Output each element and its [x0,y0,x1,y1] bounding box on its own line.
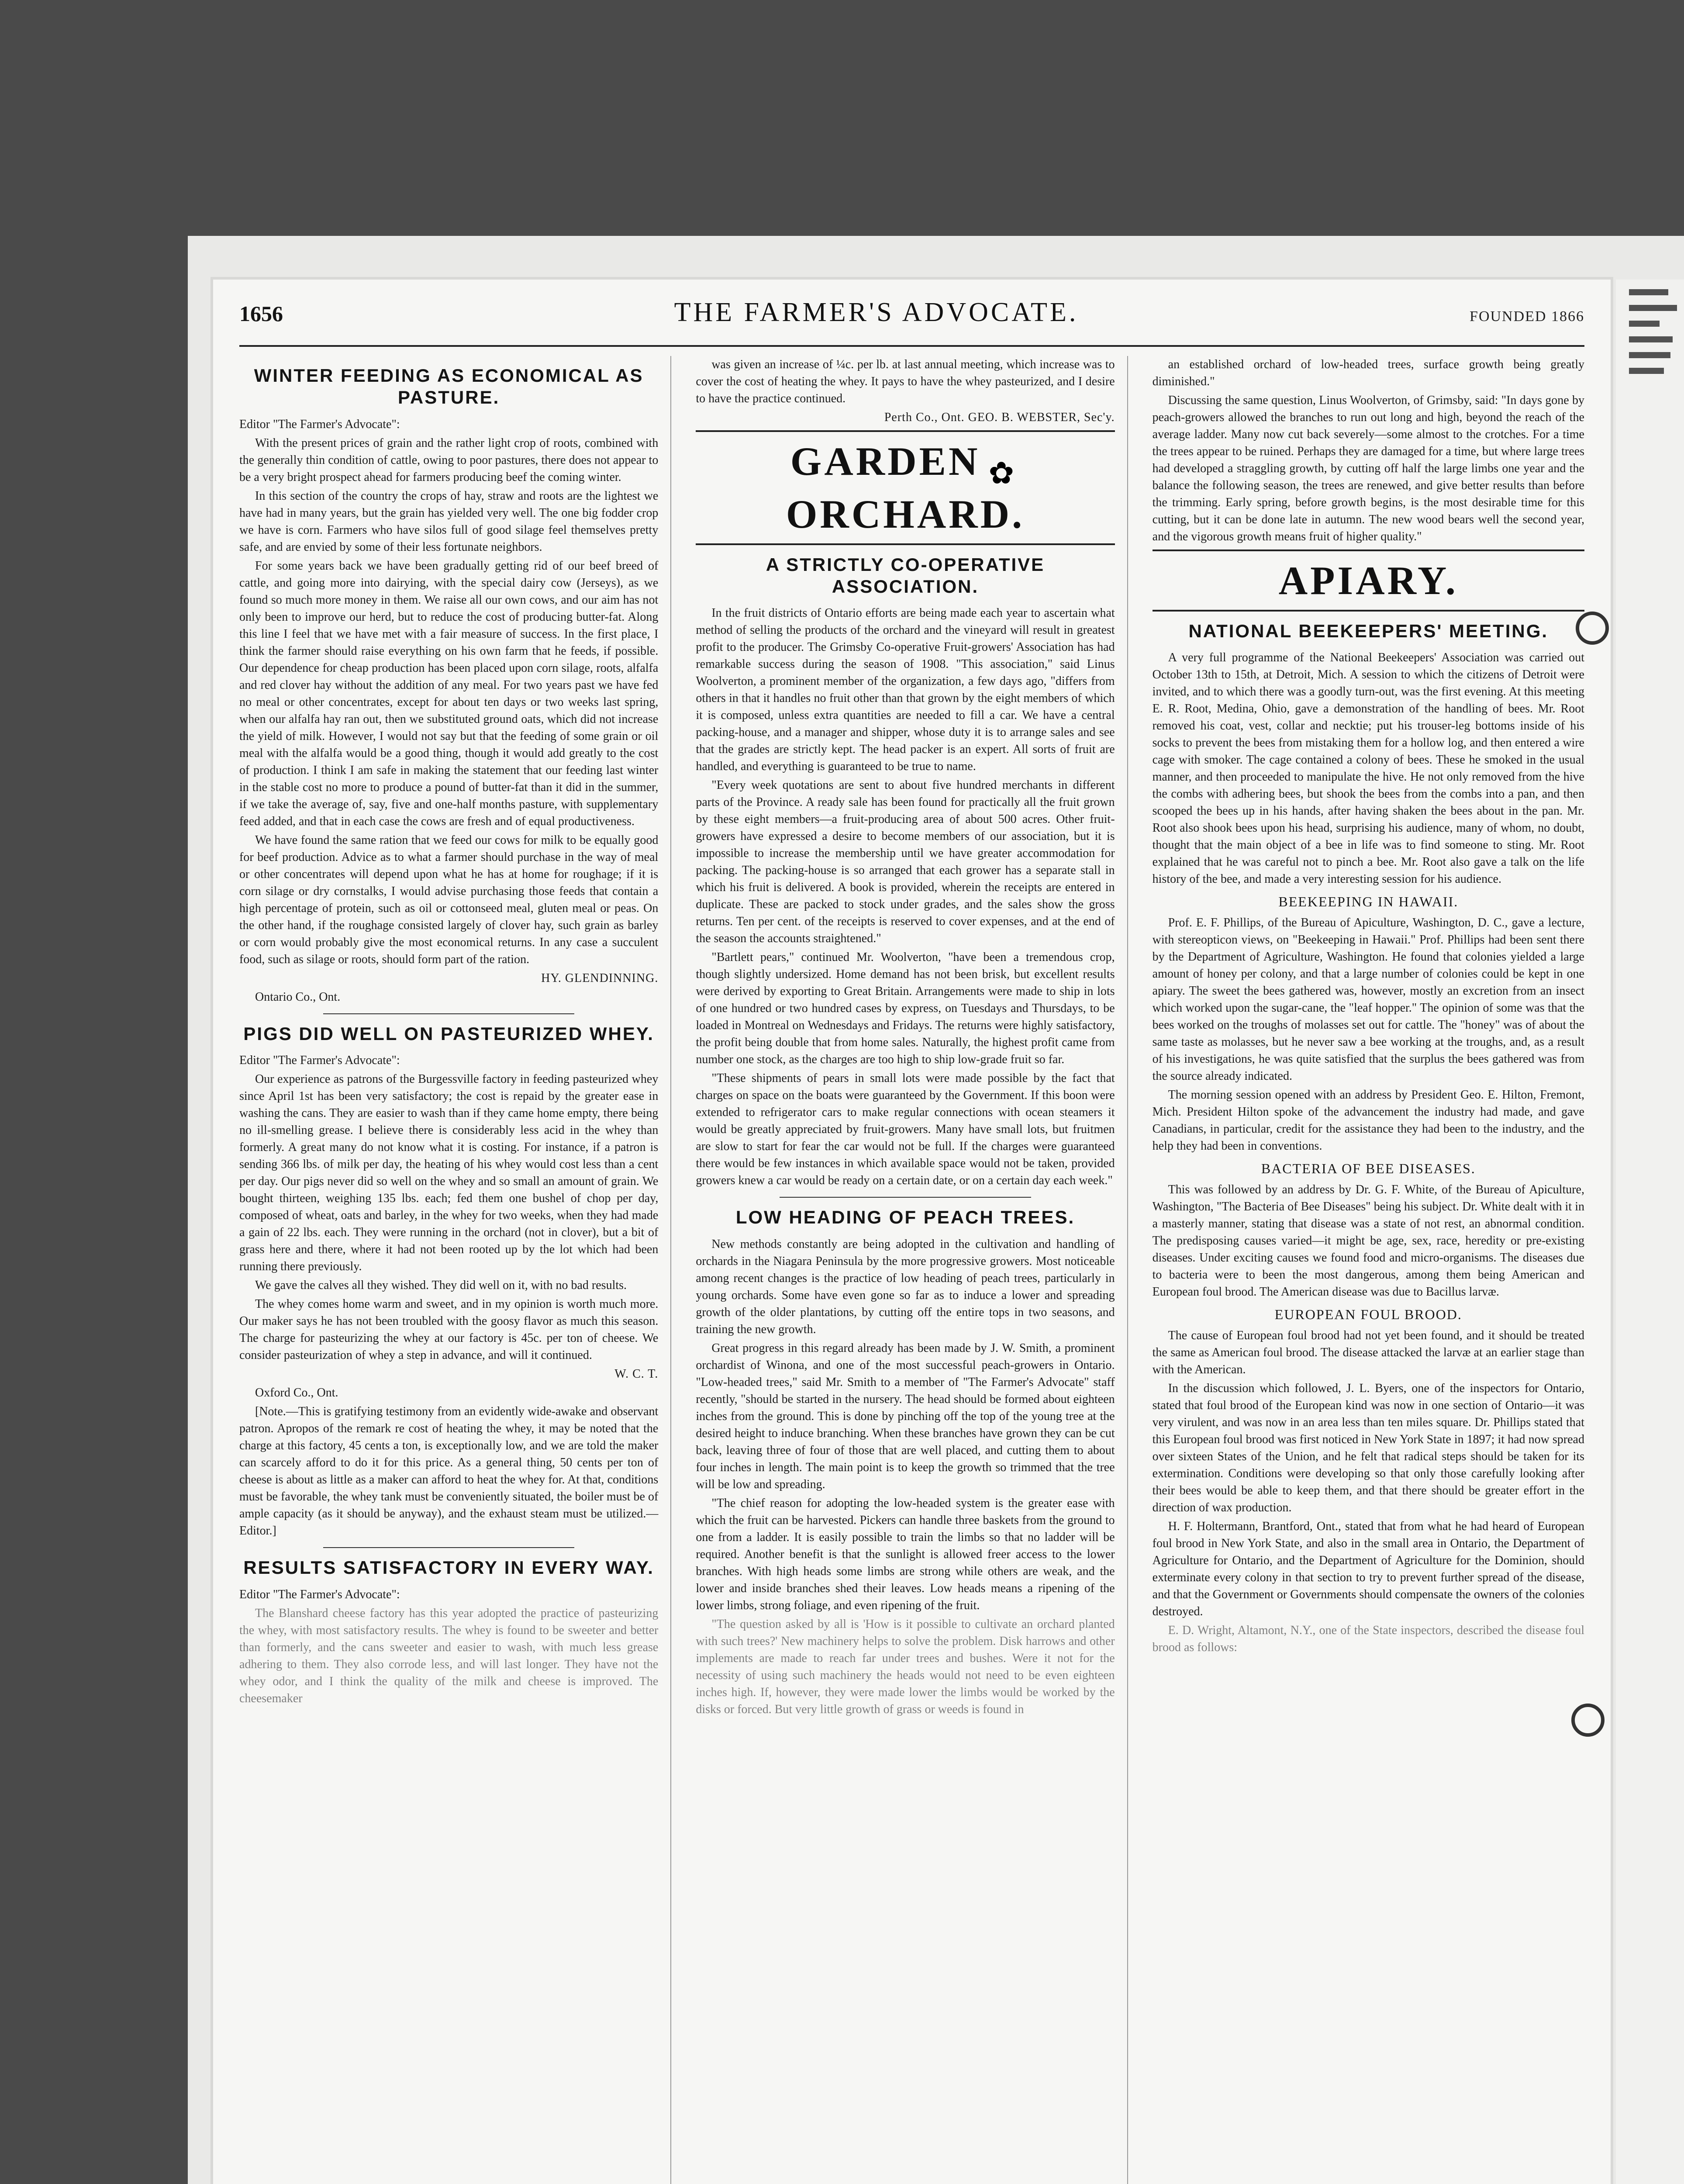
article-paragraph: We have found the same ration that we feed our cows for milk to be equally good for beef production. Advice as to what a farmer should purchase in the way of meal or other concentrates will depend upon what he has at home for roughage; if it is corn silage or dry cornstalks, I would advise purchasing those feeds that contain a high percentage of protein, such as oil or cottonseed meal, gluten meal or peas. On the other hand, if the roughage consisted largely of clover hay, such grain as barley or corn would probably give the most economical returns. In any case a succulent food, such as silage or roots, should form part of the ration. [239,833,659,966]
article-paragraph: The Blanshard cheese factory has this year adopted the practice of pasteurizing the whey, with most satisfactory results. The whey is found to be sweeter and better than formerly, and the cans sweeter and easier to wash, with much less grease adhering to them. They also corrode less, and will last longer. They have not the whey odor, and I think the quality of the milk and cheese is improved. The cheesemaker [239,1606,659,1705]
apiary-title: APIARY. [1278,558,1458,603]
article-paragraph: Prof. E. F. Phillips, of the Bureau of Apiculture, Washington, D. C., gave a lecture, with stereopticon views, on "Beekeeping in Hawaii." Prof. Phillips had been sent there by the Department of Agriculture, Washington. He found that colonies yielded a large amount of honey per colony, and that a large number of colonies could be kept in one apiary. The sweet the bees gathered was, however, mostly an excretion from an insect which worked upon the sugar-cane, the "leaf hopper." The opinion of some was that the bees worked on the troughs of molasses set out for cattle. The "honey" was of about the same taste as molasses, but he never saw a bee working at the troughs, and, as a result of his investigations, he was quite satisfied that the surplus the bees gathered was from the source already indicated. [1152,916,1584,1083]
article-signature: HY. GLENDINNING. [541,971,659,985]
editor-salutation: Editor "The Farmer's Advocate": [239,1054,400,1068]
article-paragraph: In the fruit districts of Ontario efforts are being made each year to ascertain what method of selling the products of the orchard and the vineyard will result in greatest profit to the producer. The Grimsby Co-operative Fruit-growers' Association has had remarkable success during the season of 1908. "This association," said Linus Woolverton, a prominent member of the organization, a few days ago, "differs from others in that it handles no fruit other than that grown by the eight members of which it is composed, unless extra quantities are needed to fill a car. We have a central packing-house, and a manager and shipper, whose duty it is to arrange sales and see that the grades are strictly kept. The head packer is an expert. All sorts of fruit are handled, and everything is guaranteed to be true to name. [696,606,1115,774]
article-title: NATIONAL BEEKEEPERS' MEETING. [1188,621,1549,641]
article-paragraph: H. F. Holtermann, Brantford, Ont., stated that from what he had heard of European foul brood in New York State, and also in the small area in Ontario, the Department of Agriculture for Ontario, and the Department of Agriculture for the Dominion, should exterminate every colony in that section to try to prevent further spread of the disease, and that the Government or Governments should compensate the owners of the colonies destroyed. [1152,1520,1584,1619]
article-paragraph: Great progress in this regard already has been made by J. W. Smith, a prominent orchardist of Winona, and one of the most successful peach-growers in Ontario. "Low-headed trees," said Mr. Smith to a member of "The Farmer's Advocate" staff recently, "should be started in the nursery. The head should be formed about eighteen inches from the ground. This is done by pinching off the top of the young tree at the desired height to induce branching. When these branches have grown they can be cut back, leaving three of four of those that are well placed, and cutting them to about four inches in length. The main point is to keep the growth so trimmed that the tree will be low and spreading. [696,1341,1115,1491]
article-title: RESULTS SATISFACTORY IN EVERY WAY. [243,1557,654,1578]
article-paragraph: "The question asked by all is 'How is it possible to cultivate an orchard planted with such trees?' New machinery helps to solve the problem. Disk harrows and other implements are made to reach far under trees and bushes. Were it not for the necessity of using such machinery the heads would not need to be even eighteen inches high. If, however, they were made lower the limbs would be worked by the disks or forced. But very little growth of grass or weeds is found in [696,1617,1115,1716]
masthead: THE FARMER'S ADVOCATE. [674,297,1079,327]
article-signature: W. C. T. [614,1367,659,1381]
page-number: 1656 [239,301,283,326]
article-paragraph: Our experience as patrons of the Burgessville factory in feeding pasteurized whey since April 1st has been very satisfactory; the cost is repaid by the greater ease in washing the cans. They are easier to wash than if they came home empty, there being no ill-smelling grease. I believe there is considerably less acid in the whey than formerly. A great many do not know what it is costing. For instance, if a patron is sending 366 lbs. of milk per day, the heating of his whey would cost less than a cent per day. Our pigs never did so well on the whey and so small an amount of grain. We bought thirteen, weighing 135 lbs. each; fed them one bushel of chop per day, composed of wheat, oats and barley, in the whey for two weeks, when they had made a gain of 22 lbs. each. They were running in the orchard (not in clover), but a bit of grass here and there, where it had not been rooted up by the lot which had been running there previously. [239,1072,659,1274]
article-divider [323,1013,575,1014]
editor-salutation: Editor "The Farmer's Advocate": [239,417,400,431]
article-paragraph: With the present prices of grain and the rather light crop of roots, combined with the generally thin condition of cattle, owing to poor pastures, there does not appear to be a very bright prospect ahead for farmers producing beef the coming winter. [239,436,659,484]
article-paragraph: We gave the calves all they wished. They did well on it, with no bad results. [255,1279,627,1292]
article-location: Ontario Co., Ont. [255,990,341,1004]
article-paragraph: For some years back we have been gradually getting rid of our beef breed of cattle, and going more into dairying, with the special dairy cow (Jerseys), as we found so much more money in them. We raise all our own cows, and our aim has not only been to improve our herd, but to reduce the cost of producing butter-fat. Along this line I feel that we have met with a fair measure of success. In the first place, I think the farmer should raise everything on his own farm that he feeds, if possible. Our dependence for cheap production has been placed upon corn silage, roots, alfalfa and red clover hay without the addition of any meal. For two years past we have fed no meal or other concentrates, except for about ten days or two weeks last spring, when our alfalfa hay ran out, then we substituted ground oats, which did not increase the yield of milk. However, I would not say but that the feeding of some grain or oil meal with the alfalfa would be a good thing, though it would add greatly to the cost of production. I think I am safe in making the statement that our feeding last winter in the stable cost no more to produce a pound of butter-fat than it did in the summer, if we take the average of, say, five and one-half months pasture, with supplementary feed added, and that in each case the cows are fresh and of equal productiveness. [239,559,659,828]
flower-ornament-icon: ✿ [988,455,1015,491]
article-paragraph: Discussing the same question, Linus Woolverton, of Grimsby, said: "In days gone by peach-growers allowed the branches to run out long and high, beyond the reach of the average ladder. Many now cut back severely—some almost to the crotches. For a time the trees appear to be ruined. Perhaps they are damaged for a time, but where large trees had developed a straggling growth, by cutting off half the large limbs one year and the balance the following season, the trees are renewed, and give better results than before the trimming. Early spring, before growth begins, is the most desirable time for this cutting, but it can be done late in autumn. The new wood bears well the second year, and the vigorous growth means fruit of higher quality." [1152,394,1584,543]
article-paragraph: "The chief reason for adopting the low-headed system is the greater ease with which the fruit can be harvested. Pickers can handle three baskets from the ground to one from a ladder. It is easily possible to train the limbs so that no ladder will be required. Another benefit is that the sunlight is allowed freer access to the lower branches. With high heads some limbs are strong while others are weak, and the lower and inside branches shed their leaves. Low heads means a ripening of the lower limbs, strong foliage, and even ripening of the fruit. [696,1496,1115,1612]
article-paragraph: "Bartlett pears," continued Mr. Woolverton, "have been a tremendous crop, though slightly undersized. Home demand has not been brisk, but excellent results were derived by exporting to Great Britain. Arrangements were made to ship in lots of one hundred or two hundred cases by express, on Tuesdays and Thursdays, to be loaded in Montreal on Wednesdays and Fridays. The returns were highly satisfactory, the profit being double that from home sales. Naturally, the highest profit came from number one stock, as the charges are too high to ship low-grade fruit so far. [696,950,1115,1067]
column-2 [696,356,1128,2184]
adjacent-page-edge [1616,280,1684,2184]
article-paragraph: an established orchard of low-headed trees, surface growth being greatly diminished." [1152,358,1584,388]
article-title: PIGS DID WELL ON PASTEURIZED WHEY. [243,1023,654,1044]
article-paragraph: E. D. Wright, Altamont, N.Y., one of the State inspectors, described the disease foul brood as follows: [1152,1624,1584,1655]
article-paragraph: In the discussion which followed, J. L. Byers, one of the inspectors for Ontario, stated that foul brood of the European kind was now in one section of Ontario—it was very virulent, and was now in an area less than ten miles square. Dr. Phillips stated that this European foul brood was first noticed in New York State in 1897; it had now spread over sixteen States of the Union, and he felt that radical steps should be taken for its extermination. Conditions were developing so that only those carefully looking after their bees would be able to keep them, and that there should be greater effort in the direction of wax production. [1152,1382,1584,1515]
editor-salutation: Editor "The Farmer's Advocate": [239,1587,400,1601]
article-divider [780,1197,1031,1198]
founded-note: FOUNDED 1866 [1470,308,1584,325]
subsection-title: BEEKEEPING IN HAWAII. [1278,894,1459,910]
columns [239,356,1584,2184]
article-paragraph: "These shipments of pears in small lots were made possible by the fact that charges on space on the boats were guaranteed by the Government. If this boon were extended to refrigerator cars to make regular connections with ocean steamers it would be greatly appreciated by fruit-growers. Many have small lots, but fruitmen are slow to start for fear the car would not be full. If the charges were guaranteed there would be few instances in which available space would not be taken, provided growers knew a car would be ready on a certain date, or on a certain day each week." [696,1071,1115,1188]
article-paragraph: A very full programme of the National Beekeepers' Association was carried out October 13th to 15th, at Detroit, Mich. A session to which the citizens of Detroit were invited, and to which there was a goodly turn-out, was the first evening. At this meeting E. R. Root, Medina, Ohio, gave a demonstration of the handling of bees. Mr. Root removed his coat, vest, collar and necktie; put his trouser-leg bottoms inside of his socks to prevent the bees from mistaking them for a hollow log, and then entered a wire cage with smoker. The cage contained a colony of bees. These he smoked in the usual manner, and then proceeded to manipulate the hive. He not only removed from the hive the combs with adhering bees, but shook the bees from the combs into a pan, and then scooped the bees up in his hands, after having shaken the bees about in the pan. Mr. Root also shook bees upon his head, surprising his audience, many of whom, no doubt, thought that the main object of a bee in life was to find someone to sting. Mr. Root explained that he was careful not to pinch a bee. Mr. Root also gave a talk on the life history of the bee, and made a very interesting session for his audience. [1152,651,1584,886]
newspaper-page [213,280,1611,2184]
page-header [239,297,1584,345]
article-paragraph: This was followed by an address by Dr. G. F. White, of the Bureau of Apiculture, Washington, "The Bacteria of Bee Diseases" being his subject. Dr. White dealt with it in a masterly manner, stating that disease was a state of not rest, an abnormal condition. The predisposing causes varied—it might be age, sex, race, heredity or pre-existing diseases. Under exciting causes we found food and micro-organisms. The diseases due to bacteria were to been the most dangerous, among them being American and European foul brood. The American disease was due to Bacillus larvæ. [1152,1183,1584,1299]
binding-hole-mark [1571,1704,1605,1737]
binding-hole-mark [1576,612,1609,645]
column-3 [1153,356,1584,2184]
article-location: Oxford Co., Ont. [255,1386,338,1400]
article-paragraph: "Every week quotations are sent to about five hundred merchants in different parts of the Province. A ready sale has been found for practically all the fruit grown by these eight members—a fruit-producing area of about 500 acres. Other fruit-growers have expressed a desire to become members of our association, but it is impossible to increase the membership until we have greater accommodation for packing. The packing-house is so arranged that each grower has a separate stall in which his fruit is delivered. A book is provided, wherein the receipts are entered in duplicate. These are packed to stock under grades, and the sales show the gross returns. Ten per cent. of the receipts is reserved to cover expenses, and at the end of the season the accounts straightened." [696,778,1115,946]
subsection-title: EUROPEAN FOUL BROOD. [1274,1306,1462,1323]
garden-orchard-banner [696,430,1115,545]
article-paragraph: New methods constantly are being adopted in the cultivation and handling of orchards in the Niagara Peninsula by the more progressive growers. Most noticeable among recent changes is the practice of low heading of peach trees, particularly in young orchards. Some have even gone so far as to induce a lower and spreading growth of the older plantations, by cutting off the entire tops in two seasons, and training the new growth. [696,1237,1115,1336]
article-title: LOW HEADING OF PEACH TREES. [735,1207,1075,1228]
article-paragraph: was given an increase of ¼c. per lb. at last annual meeting, which increase was to cover the cost of heating the whey. It pays to have the whey pasteurized, and I desire to have the practice continued. [696,358,1115,405]
column-1 [239,356,671,2184]
article-title: WINTER FEEDING AS ECONOMICAL AS PASTURE. [254,365,644,408]
article-paragraph: The morning session opened with an address by President Geo. E. Hilton, Fremont, Mich. President Hilton spoke of the advancement the industry had made, and gave Canadians, in particular, credit for the assistance they had been to the industry, and the help they had been in conventions. [1152,1088,1584,1153]
banner-right-word: ORCHARD. [786,491,1025,536]
banner-left-word: GARDEN [790,439,980,484]
apiary-banner [1153,549,1584,612]
article-paragraph: The whey comes home warm and sweet, and in my opinion is worth much more. Our maker says he has not been troubled with the goosy flavor as much this season. The charge for pasteurizing the whey at our factory is 45c. per ton of cheese. We consider pasteurization of whey a step in advance, and will it continued. [239,1297,659,1362]
article-title: A STRICTLY CO-OPERATIVE ASSOCIATION. [766,554,1045,597]
editor-note: [Note.—This is gratifying testimony from an evidently wide-awake and observant patron. Apropos of the remark re cost of heating the whey, it may be noted that the charge at this factory, 45 cents a ton, is exceptionally low, and we are told the maker can scarcely afford to do it for this price. As a general thing, 50 cents per ton of cheese is about as little as a maker can afford to heat the whey for. At that, conditions must be favorable, the whey tank must be conveniently situated, the boiler must be of ample capacity (as it should be anyway), and the exhaust steam must be utilized.—Editor.] [239,1405,659,1538]
article-paragraph: In this section of the country the crops of hay, straw and roots are the lightest we have had in many years, but the grain has yielded very well. The one big fodder crop we have is corn. Farmers who have silos full of good silage feel themselves pretty safe, and are envied by some of their less fortunate neighbors. [239,489,659,554]
article-paragraph: The cause of European foul brood had not yet been found, and it should be treated the same as American foul brood. The disease attacked the larvæ at an earlier stage than with the American. [1152,1329,1584,1377]
subsection-title: BACTERIA OF BEE DISEASES. [1261,1161,1476,1177]
article-divider [323,1547,575,1548]
header-rule [239,345,1584,347]
article-signature: Perth Co., Ont. GEO. B. WEBSTER, Sec'y. [884,411,1115,424]
